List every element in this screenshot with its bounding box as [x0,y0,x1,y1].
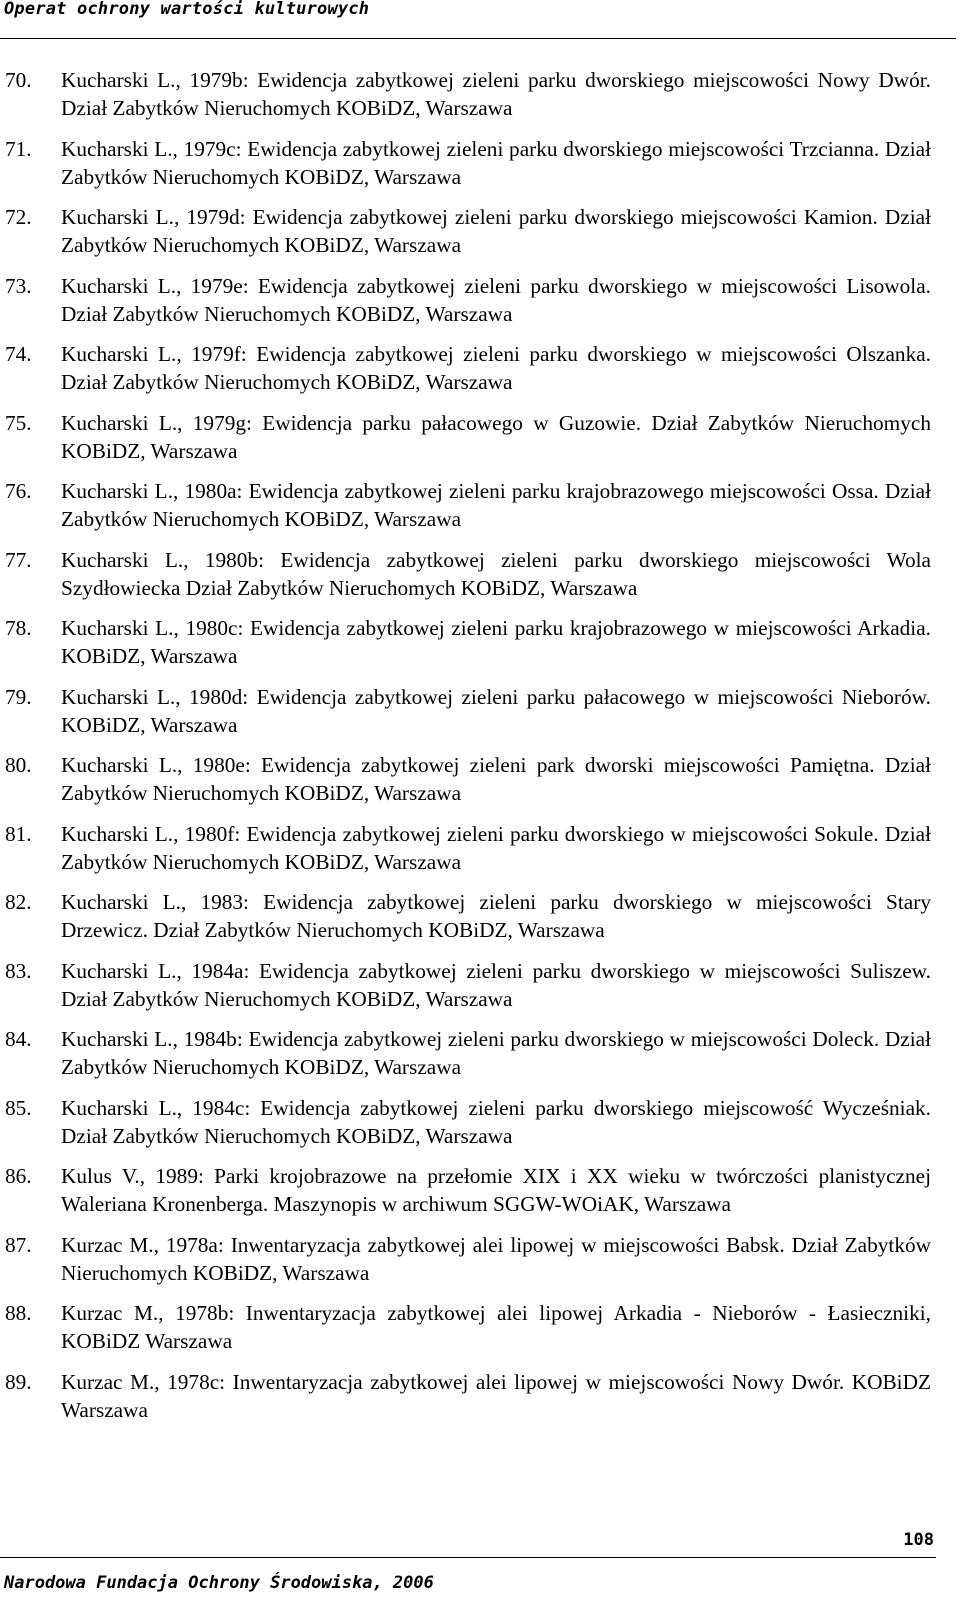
page-footer [0,1530,956,1609]
reference-item [0,957,931,1013]
reference-item [0,546,931,602]
reference-item [0,888,931,944]
reference-number: 86. [5,1164,32,1188]
reference-text: Kucharski L., 1980e: Ewidencja zabytkowej zieleni park dworski miejscowości Pamiętna. Dział Zabytków Nieruchomych KOBiDZ, Warszawa [61,753,931,805]
reference-text: Kucharski L., 1979g: Ewidencja parku pałacowego w Guzowie. Dział Zabytków Nieruchomych KOBiDZ, Warszawa [61,410,931,463]
footer-organization: Narodowa Fundacja Ochrony Środowiska, 2006 [4,1573,434,1593]
reference-number: 88. [5,1301,32,1325]
reference-item [0,751,931,807]
reference-number: 83. [5,958,32,983]
reference-number: 81. [5,821,32,846]
reference-number: 77. [5,547,32,572]
reference-number: 87. [5,1232,32,1257]
reference-number: 75. [5,410,32,435]
reference-item [0,1094,931,1150]
reference-item [0,66,931,122]
reference-text: Kucharski L., 1980a: Ewidencja zabytkowej zieleni parku krajobrazowego miejscowości Ossa. Dział Zabytków Nieruchomych KOBiDZ, Warszawa [61,479,931,531]
reference-text: Kucharski L., 1980d: Ewidencja zabytkowej zieleni parku pałacowego w miejscowości Nieborów. KOBiDZ, Warszawa [61,684,931,737]
reference-text: Kucharski L., 1980f: Ewidencja zabytkowej zieleni parku dworskiego w miejscowości Sokule. Dział Zabytków Nieruchomych KOBiDZ, Warszawa [61,821,931,874]
reference-number: 85. [5,1095,32,1120]
reference-item [0,614,931,670]
reference-text: Kucharski L., 1983: Ewidencja zabytkowej zieleni parku dworskiego w miejscowości Stary Drzewicz. Dział Zabytków Nieruchomych KOBiDZ, Warszawa [61,890,931,942]
reference-item [0,1231,931,1287]
reference-text: Kucharski L., 1979f: Ewidencja zabytkowej zieleni parku dworskiego w miejscowości Olszanka. Dział Zabytków Nieruchomych KOBiDZ, Warszawa [61,342,931,394]
reference-text: Kurzac M., 1978c: Inwentaryzacja zabytkowej alei lipowej w miejscowości Nowy Dwór. KOBiDZ Warszawa [61,1369,931,1422]
reference-number: 73. [5,273,32,298]
reference-item [0,683,931,739]
reference-item [0,340,931,396]
reference-text: Kucharski L., 1980b: Ewidencja zabytkowej zieleni parku dworskiego miejscowości Wola Szydłowiecka Dział Zabytków Nieruchomych KOBiDZ, Warszawa [61,547,931,600]
footer-rule [0,1557,936,1558]
reference-item [0,1299,931,1355]
reference-number: 80. [5,753,32,777]
reference-item [0,1162,931,1218]
reference-item [0,135,931,191]
reference-item [0,409,931,465]
reference-number: 76. [5,479,32,503]
reference-number: 71. [5,136,32,161]
reference-item [0,1368,931,1424]
reference-text: Kucharski L., 1979b: Ewidencja zabytkowej zieleni parku dworskiego miejscowości Nowy Dwór. Dział Zabytków Nieruchomych KOBiDZ, Warszawa [61,68,931,120]
reference-text: Kucharski L., 1979c: Ewidencja zabytkowej zieleni parku dworskiego miejscowości Trzcianna. Dział Zabytków Nieruchomych KOBiDZ, Warszawa [61,136,931,189]
reference-list [0,66,960,1436]
reference-number: 89. [5,1369,32,1394]
page-number: 108 [903,1530,934,1550]
reference-number: 74. [5,342,32,366]
reference-text: Kucharski L., 1984a: Ewidencja zabytkowej zieleni parku dworskiego w miejscowości Suliszew. Dział Zabytków Nieruchomych KOBiDZ, Warszawa [61,958,931,1011]
reference-text: Kurzac M., 1978a: Inwentaryzacja zabytkowej alei lipowej w miejscowości Babsk. Dział Zabytków Nieruchomych KOBiDZ, Warszawa [61,1232,931,1285]
reference-text: Kucharski L., 1984c: Ewidencja zabytkowej zieleni parku dworskiego miejscowość Wycześniak. Dział Zabytków Nieruchomych KOBiDZ, Warszawa [61,1095,931,1148]
reference-number: 82. [5,890,32,914]
page-header [0,0,956,39]
reference-number: 72. [5,205,32,229]
header-title: Operat ochrony wartości kulturowych [4,0,370,19]
reference-item [0,820,931,876]
reference-number: 84. [5,1027,32,1051]
reference-item [0,272,931,328]
reference-text: Kucharski L., 1979e: Ewidencja zabytkowej zieleni parku dworskiego w miejscowości Lisowola. Dział Zabytków Nieruchomych KOBiDZ, Warszawa [61,273,931,326]
reference-text: Kulus V., 1989: Parki krojobrazowe na przełomie XIX i XX wieku w twórczości planistycznej Waleriana Kronenberga. Maszynopis w archiwum SGGW-WOiAK, Warszawa [61,1164,931,1216]
reference-text: Kucharski L., 1979d: Ewidencja zabytkowej zieleni parku dworskiego miejscowości Kamion. Dział Zabytków Nieruchomych KOBiDZ, Warszawa [61,205,931,257]
reference-number: 79. [5,684,32,709]
reference-number: 78. [5,616,32,640]
reference-item [0,477,931,533]
reference-text: Kurzac M., 1978b: Inwentaryzacja zabytkowej alei lipowej Arkadia - Nieborów - Łasieczniki, KOBiDZ Warszawa [61,1301,931,1353]
reference-text: Kucharski L., 1980c: Ewidencja zabytkowej zieleni parku krajobrazowego w miejscowości Arkadia. KOBiDZ, Warszawa [61,616,931,668]
reference-item [0,203,931,259]
reference-text: Kucharski L., 1984b: Ewidencja zabytkowej zieleni parku dworskiego w miejscowości Doleck. Dział Zabytków Nieruchomych KOBiDZ, Warszawa [61,1027,931,1079]
reference-number: 70. [5,68,32,92]
reference-item [0,1025,931,1081]
